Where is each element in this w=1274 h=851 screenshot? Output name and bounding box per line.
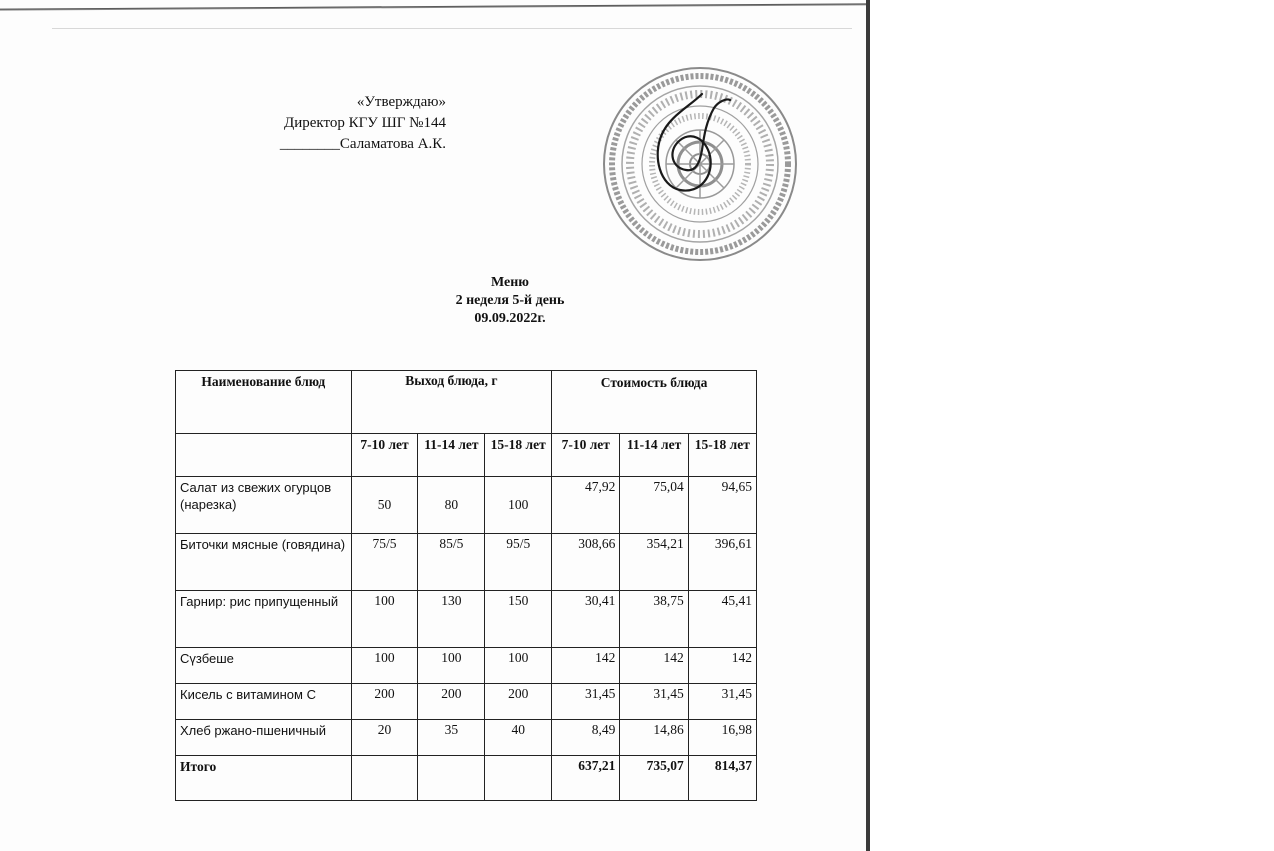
cost-cell: 31,45: [552, 684, 620, 720]
scan-faint-line: [52, 28, 852, 29]
yield-cell: 75/5: [351, 534, 418, 591]
dish-name: Хлеб ржано-пшеничный: [176, 720, 352, 756]
total-empty-cell: [418, 756, 485, 801]
cost-cell: 47,92: [552, 477, 620, 534]
table-total-row: [176, 756, 757, 801]
yield-cell: 85/5: [418, 534, 485, 591]
cost-cell: 354,21: [620, 534, 688, 591]
dish-name: Гарнир: рис припущенный: [176, 591, 352, 648]
cost-cell: 38,75: [620, 591, 688, 648]
handwritten-signature: [630, 86, 750, 196]
total-label: Итого: [176, 756, 352, 801]
yield-cell: 100: [485, 477, 552, 534]
table-header-row: [176, 371, 757, 434]
approval-block: [280, 92, 446, 155]
cost-cell: 308,66: [552, 534, 620, 591]
yield-cell: 95/5: [485, 534, 552, 591]
yield-cell: 40: [485, 720, 552, 756]
header-dish-name: Наименование блюд: [176, 371, 352, 434]
cost-cell: 142: [688, 648, 756, 684]
yield-cell: 35: [418, 720, 485, 756]
dish-name: Кисель с витамином С: [176, 684, 352, 720]
age-group-cell: 15-18 лет: [688, 434, 756, 477]
table-row: [176, 477, 757, 534]
scan-border-line: [0, 3, 866, 10]
table-row: [176, 648, 757, 684]
yield-cell: 130: [418, 591, 485, 648]
table-row: [176, 534, 757, 591]
yield-cell: 100: [485, 648, 552, 684]
cost-cell: 31,45: [688, 684, 756, 720]
cost-cell: 142: [552, 648, 620, 684]
yield-cell: 50: [351, 477, 418, 534]
total-cost-cell: 637,21: [552, 756, 620, 801]
cost-cell: 75,04: [620, 477, 688, 534]
yield-cell: 100: [351, 591, 418, 648]
cost-cell: 142: [620, 648, 688, 684]
dish-name: Салат из свежих огурцов (нарезка): [176, 477, 352, 534]
cost-cell: 8,49: [552, 720, 620, 756]
page-edge-border: [866, 0, 870, 851]
title-date: 09.09.2022г.: [474, 311, 546, 326]
cost-cell: 45,41: [688, 591, 756, 648]
cost-cell: 396,61: [688, 534, 756, 591]
yield-cell: 200: [418, 684, 485, 720]
age-group-cell: 7-10 лет: [552, 434, 620, 477]
yield-cell: 200: [485, 684, 552, 720]
age-group-cell: 11-14 лет: [418, 434, 485, 477]
title-week-day: 2 неделя 5-й день: [455, 293, 565, 308]
approval-heading: «Утверждаю»: [356, 94, 446, 110]
table-row: [176, 684, 757, 720]
menu-title: [380, 274, 640, 328]
dish-name: Биточки мясные (говядина): [176, 534, 352, 591]
approval-signatory: ________Саламатова А.К.: [279, 136, 446, 152]
table-row: [176, 720, 757, 756]
cost-cell: 31,45: [620, 684, 688, 720]
yield-cell: 80: [418, 477, 485, 534]
age-group-cell: 15-18 лет: [485, 434, 552, 477]
header-yield: Выход блюда, г: [351, 371, 552, 434]
header-cost: Стоимость блюда: [552, 371, 757, 434]
total-cost-cell: 735,07: [620, 756, 688, 801]
cost-cell: 14,86: [620, 720, 688, 756]
age-group-cell: 7-10 лет: [351, 434, 418, 477]
yield-cell: 200: [351, 684, 418, 720]
approval-position: Директор КГУ ШГ №144: [283, 115, 446, 131]
table-age-row: [176, 434, 757, 477]
age-group-cell: 11-14 лет: [620, 434, 688, 477]
yield-cell: 100: [351, 648, 418, 684]
total-empty-cell: [351, 756, 418, 801]
yield-cell: 150: [485, 591, 552, 648]
menu-table: [175, 370, 757, 801]
dish-name: Сүзбеше: [176, 648, 352, 684]
total-empty-cell: [485, 756, 552, 801]
table-row: [176, 591, 757, 648]
total-cost-cell: 814,37: [688, 756, 756, 801]
cost-cell: 16,98: [688, 720, 756, 756]
title-main: Меню: [490, 275, 529, 290]
cost-cell: 30,41: [552, 591, 620, 648]
age-empty-cell: [176, 434, 352, 477]
yield-cell: 20: [351, 720, 418, 756]
yield-cell: 100: [418, 648, 485, 684]
cost-cell: 94,65: [688, 477, 756, 534]
